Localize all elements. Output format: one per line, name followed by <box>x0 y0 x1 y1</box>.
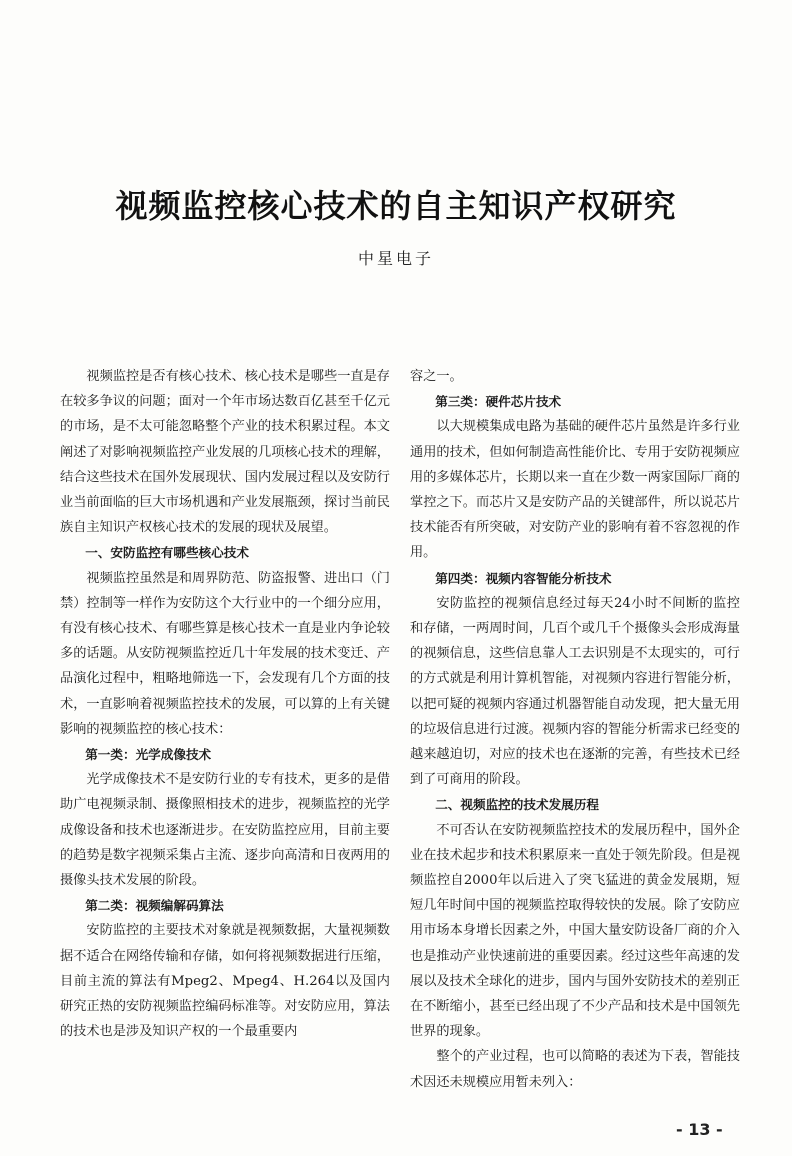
section-paragraph-history: 不可否认在安防视频监控技术的发展历程中，国外企业在技术起步和技术积累原来一直处于领先阶段。但是视频监控自2000年以后进入了突飞猛进的黄金发展期，短短几年时间中国的视频监控取得较快的发展。除了安防应用市场本身增长因素之外，中国大量安防设备厂商的介入也是推动产业快速前进的重要因素。经过这些年高速的发展以及技术全球化的进步，国内与国外安防技术的差别正在不断缩小，甚至已经出现了不少产品和技术是中国领先世界的现象。 <box>410 822 740 1040</box>
category-heading-chip: 第三类：硬件芯片技术 <box>435 394 562 410</box>
category-heading-analytics: 第四类：视频内容智能分析技术 <box>435 570 612 586</box>
category-paragraph-chip: 以大规模集成电路为基础的硬件芯片虽然是许多行业通用的技术，但如何制造高性能价比、专用于安防视频应用的多媒体芯片，长期以来一直在少数一两家国际厂商的掌控之下。而芯片又是安防产品的关键部件，所以说芯片技术能否有所突破，对安防产业的影响有着不容忽视的作用。 <box>410 419 740 561</box>
category-paragraph-analytics: 安防监控的视频信息经过每天24小时不间断的监控和存储，一两周时间，几百个或几千个摄像头会形成海量的视频信息，这些信息靠人工去识别是不太现实的，可行的方式就是利用计算机智能，对视频内容进行智能分析，以把可疑的视频内容通过机器智能自动发现，把大量无用的垃圾信息进行过渡。视频内容的智能分析需求已经变的越来越迫切，对应的技术也在逐渐的完善，有些技术已经到了可商用的阶段。 <box>410 595 740 788</box>
category-paragraph-optical: 光学成像技术不是安防行业的专有技术，更多的是借助广电视频录制、摄像照相技术的进步，视频监控的光学成像设备和技术也逐渐进步。在安防监控应用，目前主要的趋势是数字视频采集占主流、逐步向高清和日夜两用的摄像头技术发展的阶段。 <box>60 772 390 889</box>
right-column <box>410 364 740 1095</box>
category-paragraph-codec-continued: 容之一。 <box>410 369 463 384</box>
page-number: - 13 - <box>676 1120 723 1139</box>
category-heading-optical: 第一类：光学成像技术 <box>85 747 212 763</box>
article-author: 中星电子 <box>357 249 434 268</box>
section-heading-history: 二、视频监控的技术发展历程 <box>435 797 599 813</box>
category-heading-codec: 第二类：视频编解码算法 <box>85 898 224 914</box>
section-heading-core-tech: 一、安防监控有哪些核心技术 <box>85 545 249 561</box>
section-paragraph-core-tech: 视频监控虽然是和周界防范、防盗报警、进出口（门禁）控制等一样作为安防这个大行业中的一个细分应用，有没有核心技术、有哪些算是核心技术一直是业内争论较多的话题。从安防视频监控近几十年发展的技术变迁、产品演化过程中，粗略地筛选一下，会发现有几个方面的技术，一直影响着视频监控技术的发展，可以算的上有关键影响的视频监控的核心技术： <box>60 570 390 737</box>
intro-paragraph: 视频监控是否有核心技术、核心技术是哪些一直是存在较多争议的问题；面对一个年市场达数百亿甚至千亿元的市场，是不太可能忽略整个产业的技术积累过程。本文阐述了对影响视频监控产业发展的几项核心技术的理解，结合这些技术在国外发展现状、国内发展过程以及安防行业当前面临的巨大市场机遇和产业发展瓶颈，探讨当前民族自主知识产权核心技术的发展的现状及展望。 <box>60 369 390 536</box>
section-paragraph-history-summary: 整个的产业过程，也可以简略的表述为下表，智能技术因还未规模应用暂未列入： <box>410 1049 740 1090</box>
article-title: 视频监控核心技术的自主知识产权研究 <box>115 187 677 226</box>
category-paragraph-codec: 安防监控的主要技术对象就是视频数据，大量视频数据不适合在网络传输和存储，如何将视频数据进行压缩，目前主流的算法有Mpeg2、Mpeg4、H.264以及国内研究正热的安防视频监控编码标准等。对安防应用，算法的技术也是涉及知识产权的一个最重要内 <box>60 923 390 1040</box>
left-column <box>60 364 390 1044</box>
